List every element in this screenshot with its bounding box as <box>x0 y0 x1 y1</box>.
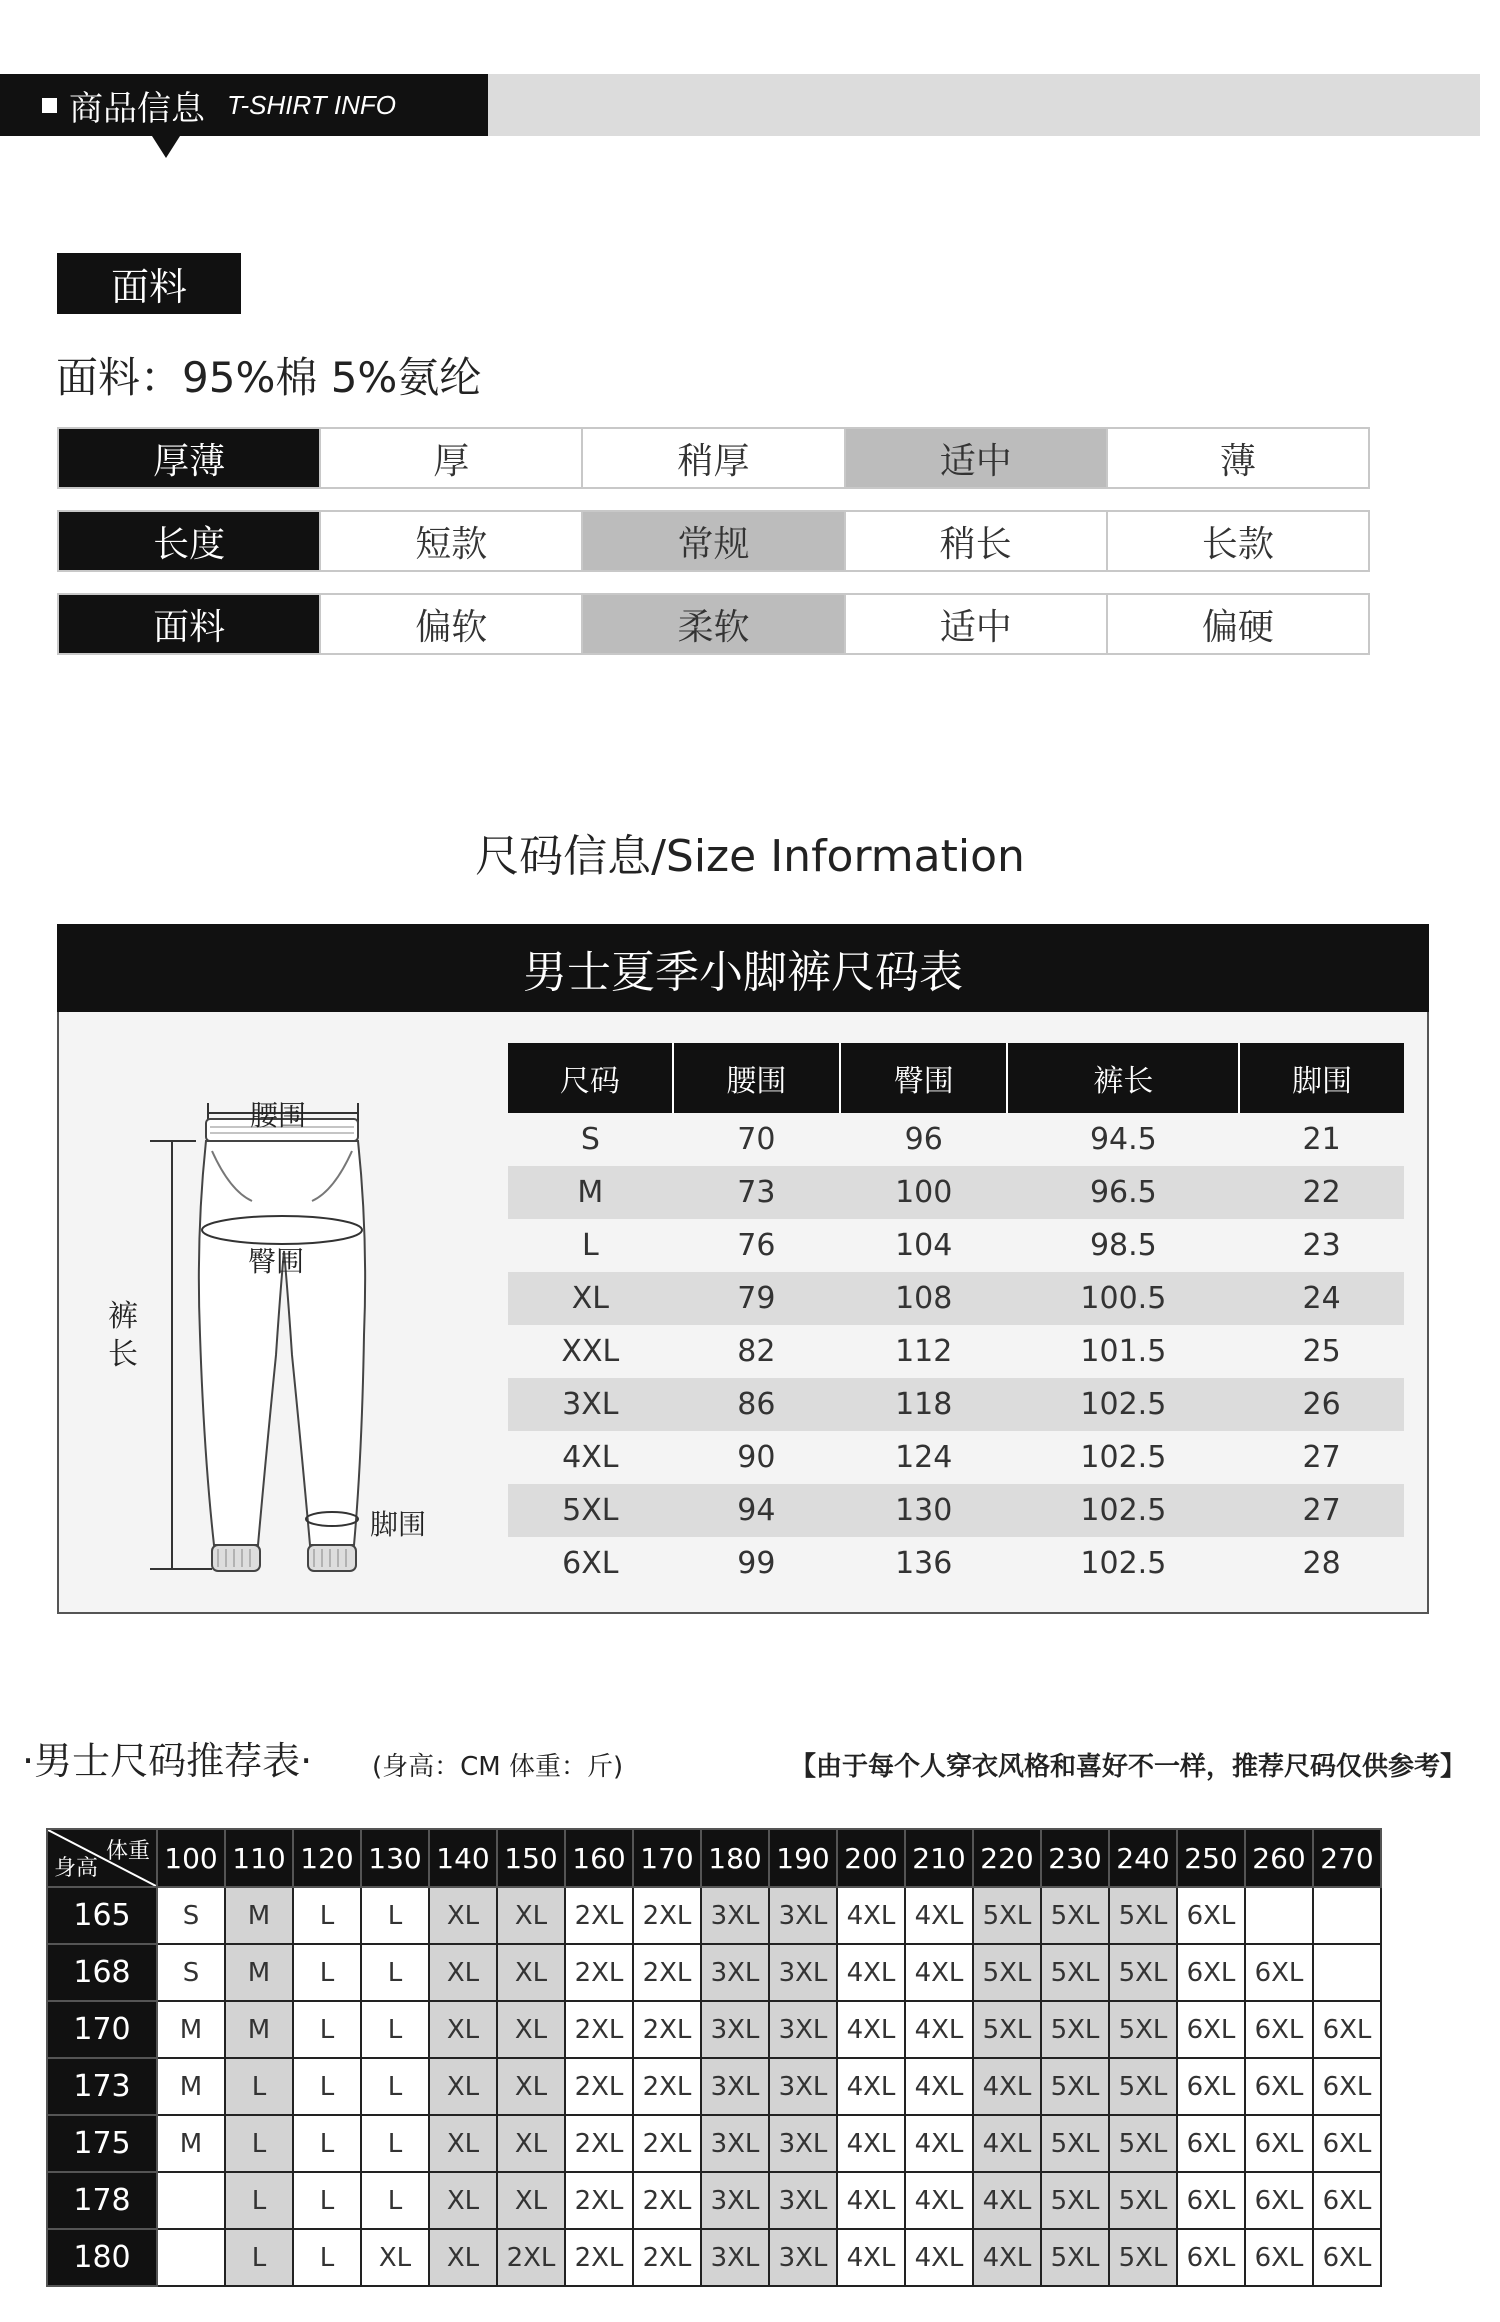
recommend-size-cell: 3XL <box>769 1887 837 1944</box>
height-row-header: 175 <box>47 2115 157 2172</box>
recommend-size-cell: XL <box>361 2229 429 2286</box>
size-column-header: 裤长 <box>1007 1043 1239 1113</box>
recommend-size-cell <box>157 2172 225 2229</box>
size-table-header <box>508 1043 1404 1113</box>
recommend-size-cell: 3XL <box>769 1944 837 2001</box>
recommend-size-cell: 5XL <box>973 1944 1041 2001</box>
weight-column-header: 200 <box>837 1829 905 1887</box>
size-chart-title: 男士夏季小脚裤尺码表 <box>57 924 1429 1012</box>
recommend-size-cell: 5XL <box>973 2001 1041 2058</box>
recommend-size-cell: 3XL <box>701 2229 769 2286</box>
recommend-size-cell: L <box>293 1944 361 2001</box>
size-cell: 76 <box>737 1228 776 1263</box>
recommend-size-cell: 5XL <box>1109 2001 1177 2058</box>
recommend-size-cell: 4XL <box>973 2172 1041 2229</box>
recommend-size-cell: 3XL <box>701 1944 769 2001</box>
table-row <box>47 2172 1381 2229</box>
recommend-size-cell: 6XL <box>1313 2172 1381 2229</box>
recommend-size-cell: 4XL <box>905 2001 973 2058</box>
weight-column-header: 120 <box>293 1829 361 1887</box>
recommend-size-cell: L <box>225 2058 293 2115</box>
size-cell: 22 <box>1239 1166 1404 1219</box>
header-banner <box>0 74 488 136</box>
recommend-size-cell: 6XL <box>1313 2001 1381 2058</box>
recommend-size-cell: L <box>225 2172 293 2229</box>
size-cell: 23 <box>1302 1228 1341 1263</box>
size-cell: 27 <box>1239 1484 1404 1537</box>
recommend-size-cell <box>1313 1887 1381 1944</box>
weight-column-header: 180 <box>701 1829 769 1887</box>
size-column-header: 尺码 <box>508 1043 673 1113</box>
recommend-size-cell: 3XL <box>769 2058 837 2115</box>
corner-height-label: 身高 <box>54 1856 99 1881</box>
recommend-size-cell: 6XL <box>1313 2058 1381 2115</box>
size-cell: 25 <box>1302 1334 1341 1369</box>
recommend-size-cell: 5XL <box>1109 2172 1177 2229</box>
height-row-header: 180 <box>47 2229 157 2286</box>
size-cell: 96.5 <box>1007 1166 1239 1219</box>
recommend-size-cell: 5XL <box>973 1887 1041 1944</box>
recommend-size-cell <box>1245 1887 1313 1944</box>
recommend-size-cell: 3XL <box>701 1887 769 1944</box>
recommend-size-cell: 4XL <box>905 2229 973 2286</box>
size-cell: 5XL <box>508 1484 673 1537</box>
size-cell: 94 <box>673 1484 840 1537</box>
diagram-label-hip: 臀围 <box>248 1245 305 1278</box>
attribute-option: 稍厚 <box>581 429 843 487</box>
fabric-attribute-row <box>57 427 1370 489</box>
recommend-size-cell: 6XL <box>1313 2229 1381 2286</box>
recommend-size-cell: 5XL <box>1109 2229 1177 2286</box>
recommend-size-cell: XL <box>429 2058 497 2115</box>
recommend-size-cell: 5XL <box>1041 2115 1109 2172</box>
recommend-size-cell: M <box>225 1944 293 2001</box>
recommend-size-cell: 2XL <box>633 1944 701 2001</box>
diagram-label-length: 裤长 <box>108 1299 138 1372</box>
recommend-corner-cell <box>47 1829 157 1887</box>
recommend-table-body <box>47 1887 1381 2286</box>
attribute-option: 厚 <box>319 429 581 487</box>
weight-column-header: 260 <box>1245 1829 1313 1887</box>
recommend-size-cell: 6XL <box>1177 2172 1245 2229</box>
recommend-size-cell: L <box>361 1944 429 2001</box>
recommend-size-cell: XL <box>497 2172 565 2229</box>
header-title-cn: 商品信息 <box>69 88 205 129</box>
attribute-option: 薄 <box>1106 429 1368 487</box>
recommend-size-cell: 2XL <box>565 1944 633 2001</box>
attribute-option: 长款 <box>1106 512 1368 570</box>
size-cell: 6XL <box>562 1546 619 1581</box>
size-cell: 102.5 <box>1080 1546 1167 1581</box>
weight-column-header: 140 <box>429 1829 497 1887</box>
recommend-size-cell: 2XL <box>633 1887 701 1944</box>
weight-column-header: 100 <box>157 1829 225 1887</box>
size-table <box>508 1043 1404 1590</box>
size-cell: 82 <box>737 1334 776 1369</box>
recommend-size-cell: 5XL <box>1109 1944 1177 2001</box>
recommend-size-cell: 6XL <box>1177 2001 1245 2058</box>
recommend-size-cell: 3XL <box>701 2058 769 2115</box>
recommend-size-cell: 4XL <box>905 1944 973 2001</box>
weight-column-header: 240 <box>1109 1829 1177 1887</box>
header-banner-bar <box>488 74 1480 136</box>
recommend-size-cell: L <box>293 2058 361 2115</box>
table-row <box>508 1272 1404 1325</box>
recommend-size-cell: XL <box>429 2229 497 2286</box>
recommend-size-cell: 4XL <box>973 2229 1041 2286</box>
table-row <box>508 1378 1404 1431</box>
recommend-size-cell: S <box>157 1887 225 1944</box>
size-cell: 24 <box>1239 1272 1404 1325</box>
recommend-size-cell: 2XL <box>633 2115 701 2172</box>
recommend-size-cell: 3XL <box>769 2001 837 2058</box>
header-title-en: T-SHIRT INFO <box>227 89 397 120</box>
size-cell: 21 <box>1302 1122 1341 1157</box>
recommend-size-cell: 4XL <box>837 2115 905 2172</box>
recommend-size-cell: XL <box>497 2058 565 2115</box>
size-cell: 136 <box>895 1546 953 1581</box>
recommend-size-cell: 4XL <box>837 2058 905 2115</box>
recommend-size-cell: XL <box>497 2115 565 2172</box>
height-row-header: 178 <box>47 2172 157 2229</box>
recommend-size-cell: 5XL <box>1041 1944 1109 2001</box>
attribute-option: 稍长 <box>844 512 1106 570</box>
size-cell: 102.5 <box>1007 1484 1239 1537</box>
recommend-size-cell: 6XL <box>1177 2229 1245 2286</box>
height-row-header: 168 <box>47 1944 157 2001</box>
fabric-composition: 面料：95%棉 5%氨纶 <box>56 353 482 402</box>
recommend-size-cell: L <box>225 2115 293 2172</box>
recommend-size-cell: M <box>225 2001 293 2058</box>
recommend-size-cell: L <box>361 1887 429 1944</box>
recommend-size-cell: 5XL <box>1041 1887 1109 1944</box>
recommend-size-cell: 2XL <box>497 2229 565 2286</box>
banner-pointer-icon <box>152 136 180 158</box>
attribute-option-selected: 适中 <box>844 429 1106 487</box>
recommend-size-cell: 2XL <box>565 2229 633 2286</box>
height-row-header: 173 <box>47 2058 157 2115</box>
square-bullet-icon <box>42 98 57 113</box>
recommend-size-cell: M <box>157 2001 225 2058</box>
size-cell: 3XL <box>508 1378 673 1431</box>
recommend-size-cell: 6XL <box>1245 2001 1313 2058</box>
recommend-size-cell: L <box>361 2115 429 2172</box>
recommend-size-cell: 6XL <box>1177 1944 1245 2001</box>
recommend-size-cell: XL <box>429 1887 497 1944</box>
diagram-label-waist: 腰围 <box>250 1099 307 1132</box>
recommend-size-cell: L <box>293 2172 361 2229</box>
size-cell: 101.5 <box>1080 1334 1167 1369</box>
size-cell: 28 <box>1302 1546 1341 1581</box>
fabric-attribute-row <box>57 593 1370 655</box>
size-cell: 4XL <box>562 1440 619 1475</box>
recommend-size-cell: 5XL <box>1109 2058 1177 2115</box>
size-cell: 73 <box>673 1166 840 1219</box>
recommend-size-cell: 6XL <box>1245 2115 1313 2172</box>
weight-column-header: 150 <box>497 1829 565 1887</box>
recommend-size-cell: 2XL <box>633 2229 701 2286</box>
recommend-size-cell: 6XL <box>1245 1944 1313 2001</box>
attribute-label: 厚薄 <box>59 429 319 487</box>
weight-column-header: 190 <box>769 1829 837 1887</box>
table-row <box>47 2001 1381 2058</box>
size-cell: M <box>508 1166 673 1219</box>
weight-column-header: 170 <box>633 1829 701 1887</box>
recommend-size-cell: L <box>361 2058 429 2115</box>
recommend-size-cell: 2XL <box>565 2115 633 2172</box>
weight-column-header: 110 <box>225 1829 293 1887</box>
size-cell: 100.5 <box>1007 1272 1239 1325</box>
size-section-title: 尺码信息/Size Information <box>475 831 1025 882</box>
size-cell: 90 <box>737 1440 776 1475</box>
recommend-size-cell: 6XL <box>1245 2172 1313 2229</box>
size-cell: 112 <box>895 1334 953 1369</box>
recommend-size-cell: 4XL <box>905 2058 973 2115</box>
recommend-size-cell: XL <box>497 2001 565 2058</box>
size-cell: 27 <box>1302 1440 1341 1475</box>
size-column-header: 脚围 <box>1239 1043 1404 1113</box>
recommend-size-cell: L <box>293 1887 361 1944</box>
weight-column-header: 250 <box>1177 1829 1245 1887</box>
attribute-option-selected: 柔软 <box>581 595 843 653</box>
recommend-size-cell: 2XL <box>633 2001 701 2058</box>
weight-column-header: 160 <box>565 1829 633 1887</box>
size-cell: 99 <box>737 1546 776 1581</box>
size-column-header: 腰围 <box>673 1043 840 1113</box>
fabric-tag: 面料 <box>57 253 241 314</box>
recommend-size-cell <box>1313 1944 1381 2001</box>
recommend-size-cell: 3XL <box>701 2115 769 2172</box>
recommend-size-cell: XL <box>429 1944 497 2001</box>
recommend-size-cell: XL <box>429 2115 497 2172</box>
recommend-size-cell: 3XL <box>769 2172 837 2229</box>
diagram-label-ankle: 脚围 <box>370 1508 427 1541</box>
recommend-size-cell: XL <box>429 2172 497 2229</box>
recommend-size-cell: 5XL <box>1041 2172 1109 2229</box>
recommend-note: 【由于每个人穿衣风格和喜好不一样，推荐尺码仅供参考】 <box>790 1752 1467 1782</box>
size-cell: L <box>581 1228 599 1263</box>
size-cell: S <box>580 1122 600 1157</box>
recommend-size-cell: L <box>293 2115 361 2172</box>
table-row <box>508 1166 1404 1219</box>
recommend-size-cell: 2XL <box>633 2172 701 2229</box>
recommend-title: ·男士尺码推荐表· <box>22 1739 313 1783</box>
recommend-size-cell: L <box>361 2001 429 2058</box>
recommend-size-cell: S <box>157 1944 225 2001</box>
recommend-size-cell: 3XL <box>769 2229 837 2286</box>
size-cell: 96 <box>904 1122 943 1157</box>
attribute-label: 面料 <box>59 595 319 653</box>
recommend-size-cell: 3XL <box>769 2115 837 2172</box>
recommend-size-cell: 4XL <box>905 2115 973 2172</box>
size-cell: 100 <box>840 1166 1007 1219</box>
table-row <box>47 2058 1381 2115</box>
recommend-size-cell: L <box>225 2229 293 2286</box>
recommend-size-cell: 2XL <box>633 2058 701 2115</box>
recommend-size-cell: XL <box>497 1944 565 2001</box>
recommend-size-cell: 5XL <box>1041 2229 1109 2286</box>
recommend-size-cell: 6XL <box>1177 1887 1245 1944</box>
recommend-size-cell: 2XL <box>565 2001 633 2058</box>
weight-column-header: 220 <box>973 1829 1041 1887</box>
table-row <box>508 1219 1404 1272</box>
size-cell: XXL <box>561 1334 620 1369</box>
recommend-size-cell: 4XL <box>973 2058 1041 2115</box>
recommend-table-header <box>47 1829 1381 1887</box>
recommend-size-cell: 6XL <box>1313 2115 1381 2172</box>
recommend-size-cell: 2XL <box>565 2172 633 2229</box>
attribute-option: 适中 <box>844 595 1106 653</box>
recommend-size-cell: XL <box>429 2001 497 2058</box>
weight-column-header: 210 <box>905 1829 973 1887</box>
size-table-body <box>508 1113 1404 1590</box>
size-cell: 94.5 <box>1089 1122 1157 1157</box>
recommend-size-cell: 4XL <box>973 2115 1041 2172</box>
recommend-size-cell: 4XL <box>837 1944 905 2001</box>
size-cell: 118 <box>840 1378 1007 1431</box>
recommend-size-cell: 4XL <box>837 2001 905 2058</box>
recommend-size-cell: 6XL <box>1245 2058 1313 2115</box>
recommend-size-cell: 6XL <box>1177 2115 1245 2172</box>
recommend-size-cell: 4XL <box>837 2172 905 2229</box>
recommend-size-cell: 6XL <box>1177 2058 1245 2115</box>
corner-weight-label: 体重 <box>105 1839 150 1864</box>
recommend-table <box>46 1828 1382 2287</box>
recommend-size-cell: 5XL <box>1041 2001 1109 2058</box>
size-cell: 102.5 <box>1007 1378 1239 1431</box>
height-row-header: 165 <box>47 1887 157 1944</box>
recommend-size-cell: 3XL <box>701 2172 769 2229</box>
table-row <box>47 2229 1381 2286</box>
attribute-option: 短款 <box>319 512 581 570</box>
recommend-size-cell: M <box>157 2058 225 2115</box>
size-cell: 104 <box>895 1228 953 1263</box>
weight-column-header: 130 <box>361 1829 429 1887</box>
table-row <box>508 1431 1404 1484</box>
table-row <box>508 1484 1404 1537</box>
table-row <box>47 1944 1381 2001</box>
recommend-size-cell: 2XL <box>565 1887 633 1944</box>
recommend-size-cell: L <box>293 2229 361 2286</box>
size-cell: 102.5 <box>1080 1440 1167 1475</box>
size-cell: 124 <box>895 1440 953 1475</box>
recommend-size-cell: XL <box>497 1887 565 1944</box>
table-row <box>47 1887 1381 1944</box>
size-cell: 98.5 <box>1089 1228 1157 1263</box>
size-cell: XL <box>508 1272 673 1325</box>
recommend-size-cell: M <box>157 2115 225 2172</box>
weight-column-header: 230 <box>1041 1829 1109 1887</box>
recommend-size-cell: L <box>361 2172 429 2229</box>
table-row <box>47 2115 1381 2172</box>
recommend-size-cell: 4XL <box>837 2229 905 2286</box>
attribute-label: 长度 <box>59 512 319 570</box>
recommend-size-cell: 4XL <box>905 1887 973 1944</box>
height-row-header: 170 <box>47 2001 157 2058</box>
table-row <box>508 1537 1404 1590</box>
recommend-size-cell <box>157 2229 225 2286</box>
fabric-attribute-row <box>57 510 1370 572</box>
size-cell: 70 <box>737 1122 776 1157</box>
size-cell: 86 <box>673 1378 840 1431</box>
recommend-size-cell: 2XL <box>565 2058 633 2115</box>
size-cell: 26 <box>1239 1378 1404 1431</box>
recommend-size-cell: 5XL <box>1041 2058 1109 2115</box>
size-cell: 108 <box>840 1272 1007 1325</box>
recommend-units: (身高：CM 体重：斤) <box>372 1752 624 1782</box>
recommend-size-cell: M <box>225 1887 293 1944</box>
attribute-option: 偏硬 <box>1106 595 1368 653</box>
weight-column-header: 270 <box>1313 1829 1381 1887</box>
recommend-size-cell: 4XL <box>837 1887 905 1944</box>
size-column-header: 臀围 <box>840 1043 1007 1113</box>
recommend-size-cell: L <box>293 2001 361 2058</box>
recommend-size-cell: 6XL <box>1245 2229 1313 2286</box>
recommend-size-cell: 4XL <box>905 2172 973 2229</box>
recommend-size-cell: 5XL <box>1109 1887 1177 1944</box>
size-cell: 130 <box>840 1484 1007 1537</box>
attribute-option-selected: 常规 <box>581 512 843 570</box>
attribute-option: 偏软 <box>319 595 581 653</box>
table-row <box>508 1325 1404 1378</box>
size-cell: 79 <box>673 1272 840 1325</box>
table-row <box>508 1113 1404 1166</box>
recommend-size-cell: 5XL <box>1109 2115 1177 2172</box>
recommend-size-cell: 3XL <box>701 2001 769 2058</box>
